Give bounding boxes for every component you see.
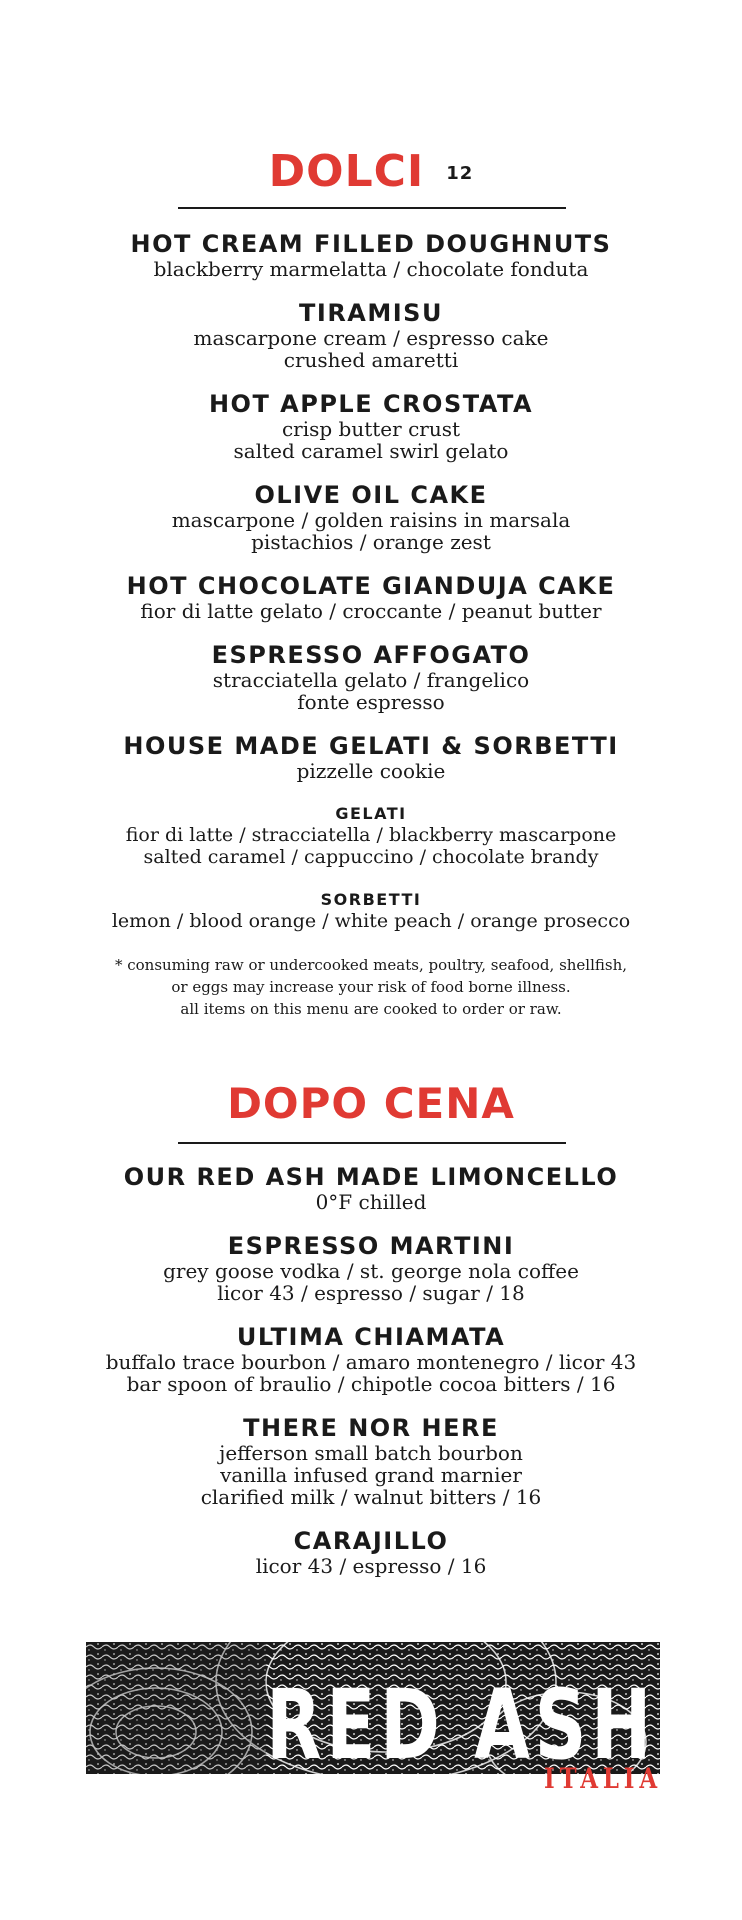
item-name: CARAJILLO — [293, 1527, 449, 1555]
flavor-line: fior di latte / stracciatella / blackberry mascarpone — [125, 824, 617, 846]
item-name: HOUSE MADE GELATI & SORBETTI — [123, 732, 619, 760]
item-name: HOT CREAM FILLED DOUGHNUTS — [130, 230, 612, 258]
menu-item — [0, 641, 742, 713]
disclaimer-line: or eggs may increase your risk of food borne illness. — [171, 978, 571, 996]
menu-item — [0, 481, 742, 553]
sorbetti-heading: SORBETTI — [320, 890, 422, 909]
menu-item — [0, 299, 742, 371]
dolci-price: 12 — [446, 163, 474, 184]
item-name: ESPRESSO MARTINI — [227, 1232, 515, 1260]
item-description: clarified milk / walnut bitters / 16 — [200, 1485, 542, 1509]
flavor-line: lemon / blood orange / white peach / orange prosecco — [111, 910, 631, 932]
food-safety-disclaimer — [0, 954, 742, 1020]
red-ash-italia-logo — [86, 1642, 670, 1792]
dopo-cena-title: DOPO CENA — [227, 1079, 515, 1128]
menu-item — [0, 1323, 742, 1395]
dolci-header — [0, 146, 742, 200]
menu-item — [0, 572, 742, 622]
menu-item — [0, 1232, 742, 1304]
item-description: licor 43 / espresso / 16 — [255, 1554, 487, 1578]
item-description: mascarpone cream / espresso cake — [193, 326, 549, 350]
item-name: HOT CHOCOLATE GIANDUJA CAKE — [126, 572, 616, 600]
logo-subtitle: ITALIA — [544, 1762, 662, 1792]
item-description: mascarpone / golden raisins in marsala — [171, 508, 571, 532]
menu-item — [0, 1414, 742, 1508]
item-description: vanilla infused grand marnier — [220, 1463, 522, 1487]
item-description: stracciatella gelato / frangelico — [212, 668, 530, 692]
item-description: blackberry marmelatta / chocolate fonduta — [153, 257, 589, 281]
item-name: ESPRESSO AFFOGATO — [211, 641, 531, 669]
item-description: buffalo trace bourbon / amaro montenegro / licor 43 — [105, 1350, 637, 1374]
item-description: grey goose vodka / st. george nola coffee — [163, 1259, 579, 1283]
item-description: pistachios / orange zest — [251, 530, 491, 554]
dolci-divider — [178, 207, 566, 209]
item-description: salted caramel swirl gelato — [233, 439, 509, 463]
item-description: fior di latte gelato / croccante / peanut butter — [140, 599, 602, 623]
item-description: bar spoon of braulio / chipotle cocoa bitters / 16 — [126, 1372, 616, 1396]
logo-wordmark: RED ASH — [266, 1669, 656, 1781]
item-description: pizzelle cookie — [296, 759, 446, 783]
dopo-cena-header — [0, 1078, 742, 1130]
menu-item — [0, 390, 742, 462]
item-description: 0°F chilled — [315, 1190, 427, 1214]
disclaimer-line: all items on this menu are cooked to order or raw. — [180, 1000, 562, 1018]
disclaimer-line: * consuming raw or undercooked meats, poultry, seafood, shellfish, — [114, 956, 628, 974]
item-name: OLIVE OIL CAKE — [254, 481, 488, 509]
item-description: crushed amaretti — [283, 348, 459, 372]
sorbetti-flavors — [0, 910, 742, 932]
item-description: fonte espresso — [297, 690, 445, 714]
dolci-title: DOLCI — [268, 146, 425, 197]
menu-item — [0, 230, 742, 280]
gelati-heading: GELATI — [335, 804, 407, 823]
dopo-cena-divider — [178, 1142, 566, 1144]
item-name: OUR RED ASH MADE LIMONCELLO — [123, 1163, 619, 1191]
item-description: crisp butter crust — [281, 417, 461, 441]
item-name: TIRAMISU — [299, 299, 443, 327]
dolci-list — [0, 230, 742, 1020]
item-name: HOT APPLE CROSTATA — [208, 390, 534, 418]
item-description: jefferson small batch bourbon — [219, 1441, 523, 1465]
item-description: licor 43 / espresso / sugar / 18 — [217, 1281, 525, 1305]
dopo-cena-list — [0, 1163, 742, 1596]
menu-item — [0, 1163, 742, 1213]
flavor-line: salted caramel / cappuccino / chocolate brandy — [143, 846, 599, 868]
gelati-flavors — [0, 824, 742, 868]
menu-item — [0, 732, 742, 782]
menu-item — [0, 1527, 742, 1577]
item-name: THERE NOR HERE — [243, 1414, 499, 1442]
item-name: ULTIMA CHIAMATA — [236, 1323, 506, 1351]
